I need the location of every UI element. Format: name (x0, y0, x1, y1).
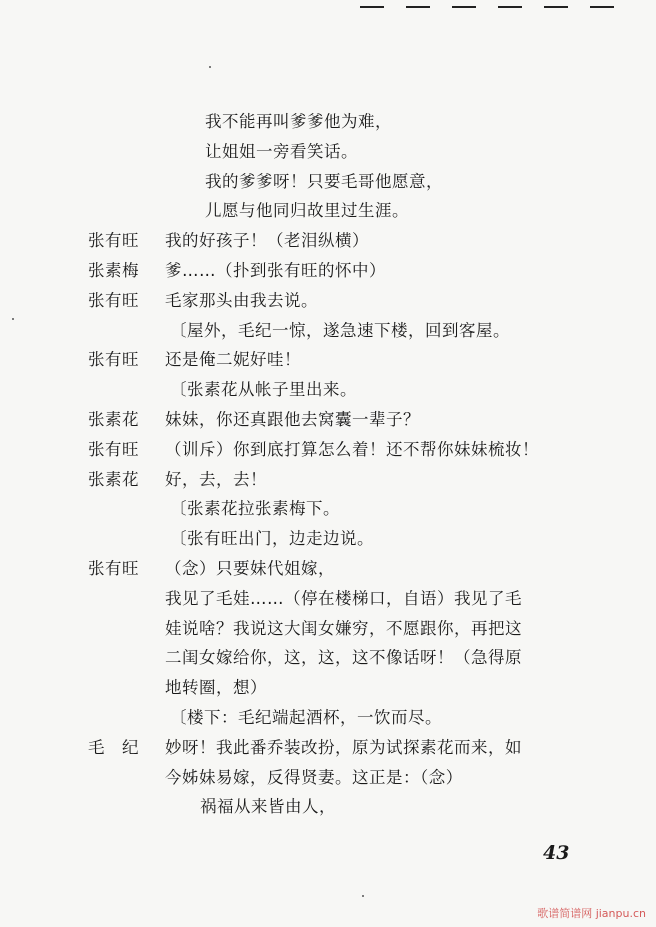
speaker-name: 张有旺 (88, 439, 139, 459)
dialogue-line (0, 554, 656, 584)
line-text: 我的好孩子！（老泪纵横） (165, 231, 369, 251)
dialogue-line (0, 673, 656, 703)
line-text: 妙呀！我此番乔装改扮，原为试探素花而来，如 (165, 737, 522, 757)
stage-direction (0, 316, 656, 346)
speaker-name: 张有旺 (88, 290, 139, 310)
dialogue-line (0, 643, 656, 673)
scan-speck (209, 66, 211, 68)
verse-line (0, 137, 656, 167)
dialogue-line (0, 286, 656, 316)
line-text: （训斥）你到底打算怎么着！还不帮你妹妹梳妆！ (165, 439, 539, 459)
line-text: 〔楼下：毛纪端起酒杯，一饮而尽。 (170, 707, 442, 727)
line-text: 还是俺二妮好哇！ (165, 350, 301, 370)
dialogue-line (0, 584, 656, 614)
dialogue-line (0, 614, 656, 644)
page-number: 43 (543, 842, 570, 864)
line-text: 毛家那头由我去说。 (165, 290, 318, 310)
line-text: 〔张素花从帐子里出来。 (170, 380, 357, 400)
line-text: 二闺女嫁给你，这，这，这不像话呀！（急得原 (165, 648, 522, 668)
line-text: 娃说啥？我说这大闺女嫌穷，不愿跟你，再把这 (165, 618, 522, 638)
stage-direction (0, 703, 656, 733)
verse-line (0, 792, 656, 822)
line-text: 今姊妹易嫁，反得贤妻。这正是：（念） (165, 767, 463, 787)
line-text: 我的爹爹呀！只要毛哥他愿意， (205, 171, 443, 191)
verse-line (0, 196, 656, 226)
line-text: 祸福从来皆由人， (200, 797, 336, 817)
speaker-name: 张有旺 (88, 350, 139, 370)
script-body (0, 107, 656, 822)
dialogue-line (0, 345, 656, 375)
watermark: 歌谱简谱网 jianpu.cn (537, 907, 646, 920)
speaker-name: 张有旺 (88, 558, 139, 578)
line-text: 我见了毛娃……（停在楼梯口，自语）我见了毛 (165, 588, 522, 608)
line-text: （念）只要妹代姐嫁， (165, 558, 335, 578)
dialogue-line (0, 763, 656, 793)
stage-direction (0, 375, 656, 405)
stage-direction (0, 524, 656, 554)
line-text: 妹妹，你还真跟他去窝囊一辈子？ (165, 409, 420, 429)
line-text: 地转圈，想） (165, 678, 267, 698)
dialogue-line (0, 733, 656, 763)
dialogue-line (0, 435, 656, 465)
top-edge-marks (360, 0, 614, 8)
line-text: 〔屋外，毛纪一惊，遂急速下楼，回到客屋。 (170, 320, 510, 340)
dialogue-line (0, 256, 656, 286)
line-text: 爹……（扑到张有旺的怀中） (165, 260, 386, 280)
speaker-name: 毛 纪 (88, 737, 139, 757)
scan-speck (362, 895, 364, 897)
dialogue-line (0, 226, 656, 256)
line-text: 我不能再叫爹爹他为难， (205, 112, 392, 131)
line-text: 儿愿与他同归故里过生涯。 (205, 201, 409, 221)
speaker-name: 张素梅 (88, 260, 139, 280)
line-text: 〔张素花拉张素梅下。 (170, 499, 340, 519)
speaker-name: 张素花 (88, 469, 139, 489)
line-text: 好，去，去！ (165, 469, 267, 489)
speaker-name: 张素花 (88, 409, 139, 429)
dialogue-line (0, 405, 656, 435)
dialogue-line (0, 465, 656, 495)
stage-direction (0, 494, 656, 524)
line-text: 让姐姐一旁看笑话。 (205, 141, 358, 161)
line-text: 〔张有旺出门，边走边说。 (170, 529, 374, 549)
verse-line (0, 107, 656, 137)
speaker-name: 张有旺 (88, 231, 139, 251)
verse-line (0, 167, 656, 197)
